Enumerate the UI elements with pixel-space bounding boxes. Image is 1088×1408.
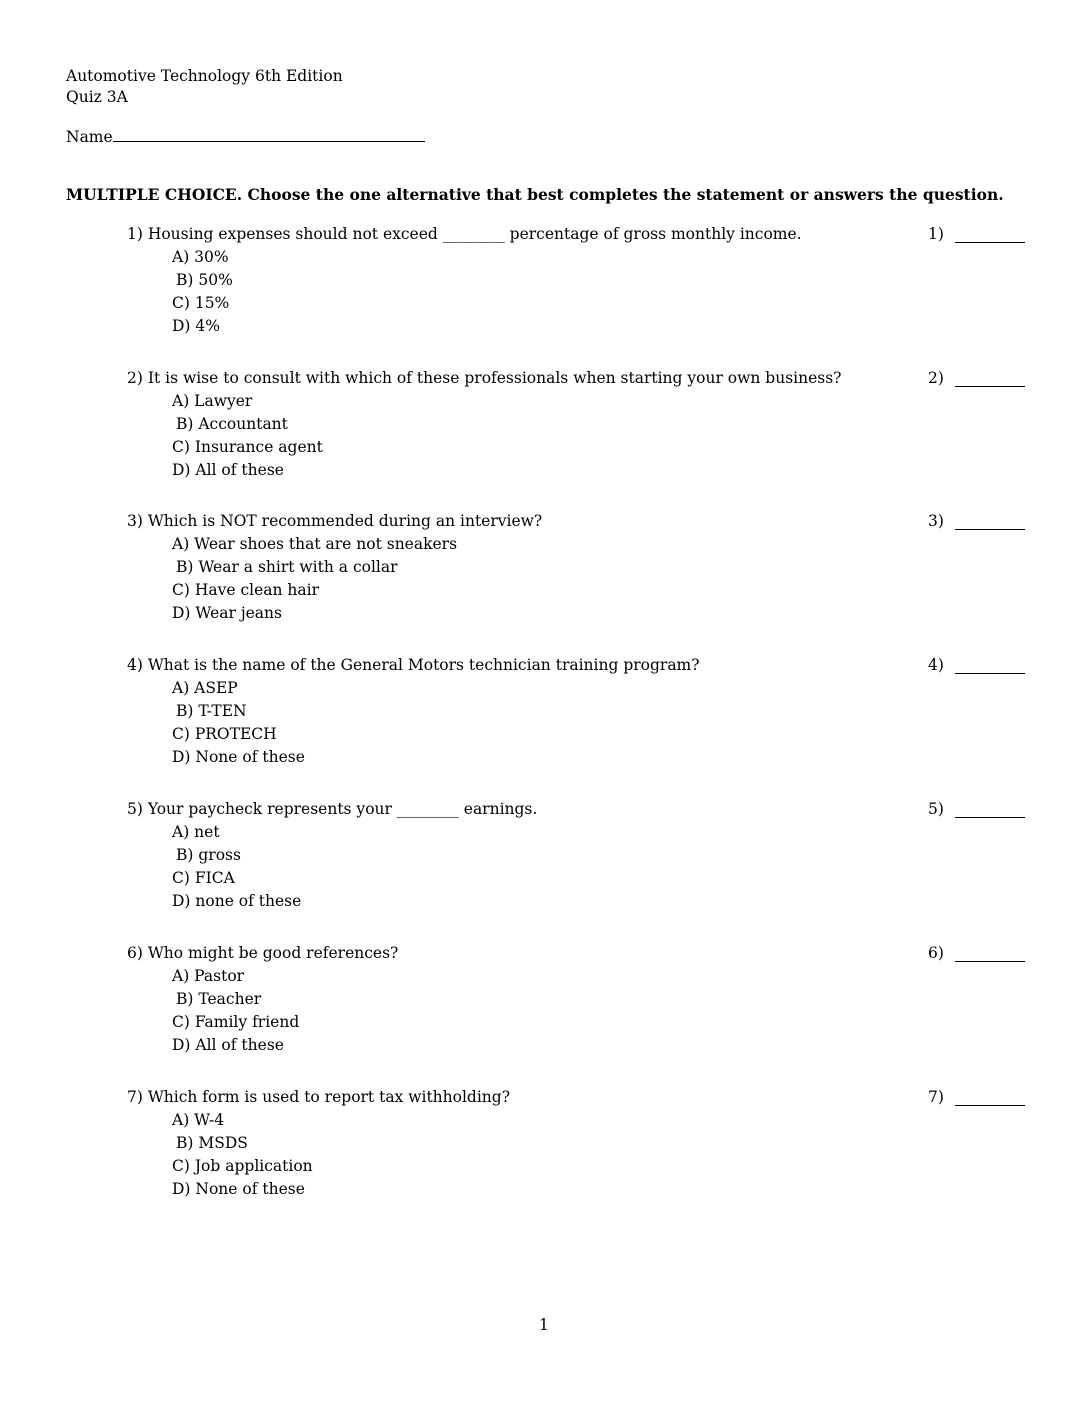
answer-number: 6) [928,944,944,962]
question-1 [0,225,1088,365]
answer-option[interactable]: A) net [172,823,220,841]
answer-option[interactable]: D) None of these [172,748,305,766]
answer-option[interactable]: C) Family friend [172,1013,300,1031]
answer-option[interactable]: B) Wear a shirt with a collar [176,558,398,576]
answer-option[interactable]: A) 30% [172,248,229,266]
answer-option[interactable]: D) none of these [172,892,302,910]
answer-number: 2) [928,369,944,387]
answer-option[interactable]: B) 50% [176,271,233,289]
answer-number: 1) [928,225,944,243]
answer-blank[interactable] [955,242,1025,243]
answer-option[interactable]: B) T-TEN [176,702,247,720]
answer-blank[interactable] [955,1105,1025,1106]
name-field-row [66,125,425,146]
instructions: MULTIPLE CHOICE. Choose the one alternative that best completes the statement or answers the question. [66,185,1004,204]
answer-option[interactable]: C) PROTECH [172,725,277,743]
answer-option[interactable]: C) Have clean hair [172,581,320,599]
answer-blank[interactable] [955,673,1025,674]
quiz-title: Quiz 3A [66,88,128,106]
answer-number: 7) [928,1088,944,1106]
answer-blank[interactable] [955,529,1025,530]
answer-option[interactable]: A) Pastor [172,967,245,985]
answer-blank[interactable] [955,961,1025,962]
question-text: 3) Which is NOT recommended during an interview? [127,512,543,530]
question-text: 6) Who might be good references? [127,944,399,962]
answer-number: 3) [928,512,944,530]
question-5 [0,800,1088,940]
answer-option[interactable]: D) All of these [172,1036,284,1054]
answer-option[interactable]: B) Accountant [176,415,288,433]
answer-option[interactable]: C) Insurance agent [172,438,323,456]
page-number: 1 [539,1316,549,1334]
answer-number: 5) [928,800,944,818]
question-3 [0,512,1088,652]
question-text: 4) What is the name of the General Motors technician training program? [127,656,700,674]
answer-blank[interactable] [955,817,1025,818]
question-text: 7) Which form is used to report tax withholding? [127,1088,511,1106]
answer-option[interactable]: D) None of these [172,1180,305,1198]
answer-option[interactable]: D) Wear jeans [172,604,282,622]
answer-option[interactable]: C) FICA [172,869,235,887]
document-title: Automotive Technology 6th Edition [66,67,343,85]
question-text: 5) Your paycheck represents your ________ earnings. [127,800,538,818]
answer-blank[interactable] [955,386,1025,387]
answer-option[interactable]: B) MSDS [176,1134,248,1152]
answer-option[interactable]: A) Wear shoes that are not sneakers [172,535,458,553]
question-text: 1) Housing expenses should not exceed ________ percentage of gross monthly income. [127,225,802,243]
answer-number: 4) [928,656,944,674]
answer-option[interactable]: D) All of these [172,461,284,479]
answer-option[interactable]: D) 4% [172,317,220,335]
question-6 [0,944,1088,1084]
question-2 [0,369,1088,509]
question-text: 2) It is wise to consult with which of these professionals when starting your own business? [127,369,842,387]
answer-option[interactable]: B) Teacher [176,990,262,1008]
answer-option[interactable]: A) W-4 [172,1111,225,1129]
answer-option[interactable]: A) Lawyer [172,392,253,410]
answer-option[interactable]: B) gross [176,846,241,864]
question-7 [0,1088,1088,1228]
name-blank[interactable] [113,125,425,142]
answer-option[interactable]: C) Job application [172,1157,313,1175]
answer-option[interactable]: A) ASEP [172,679,238,697]
answer-option[interactable]: C) 15% [172,294,230,312]
question-4 [0,656,1088,796]
name-label: Name [66,128,113,146]
